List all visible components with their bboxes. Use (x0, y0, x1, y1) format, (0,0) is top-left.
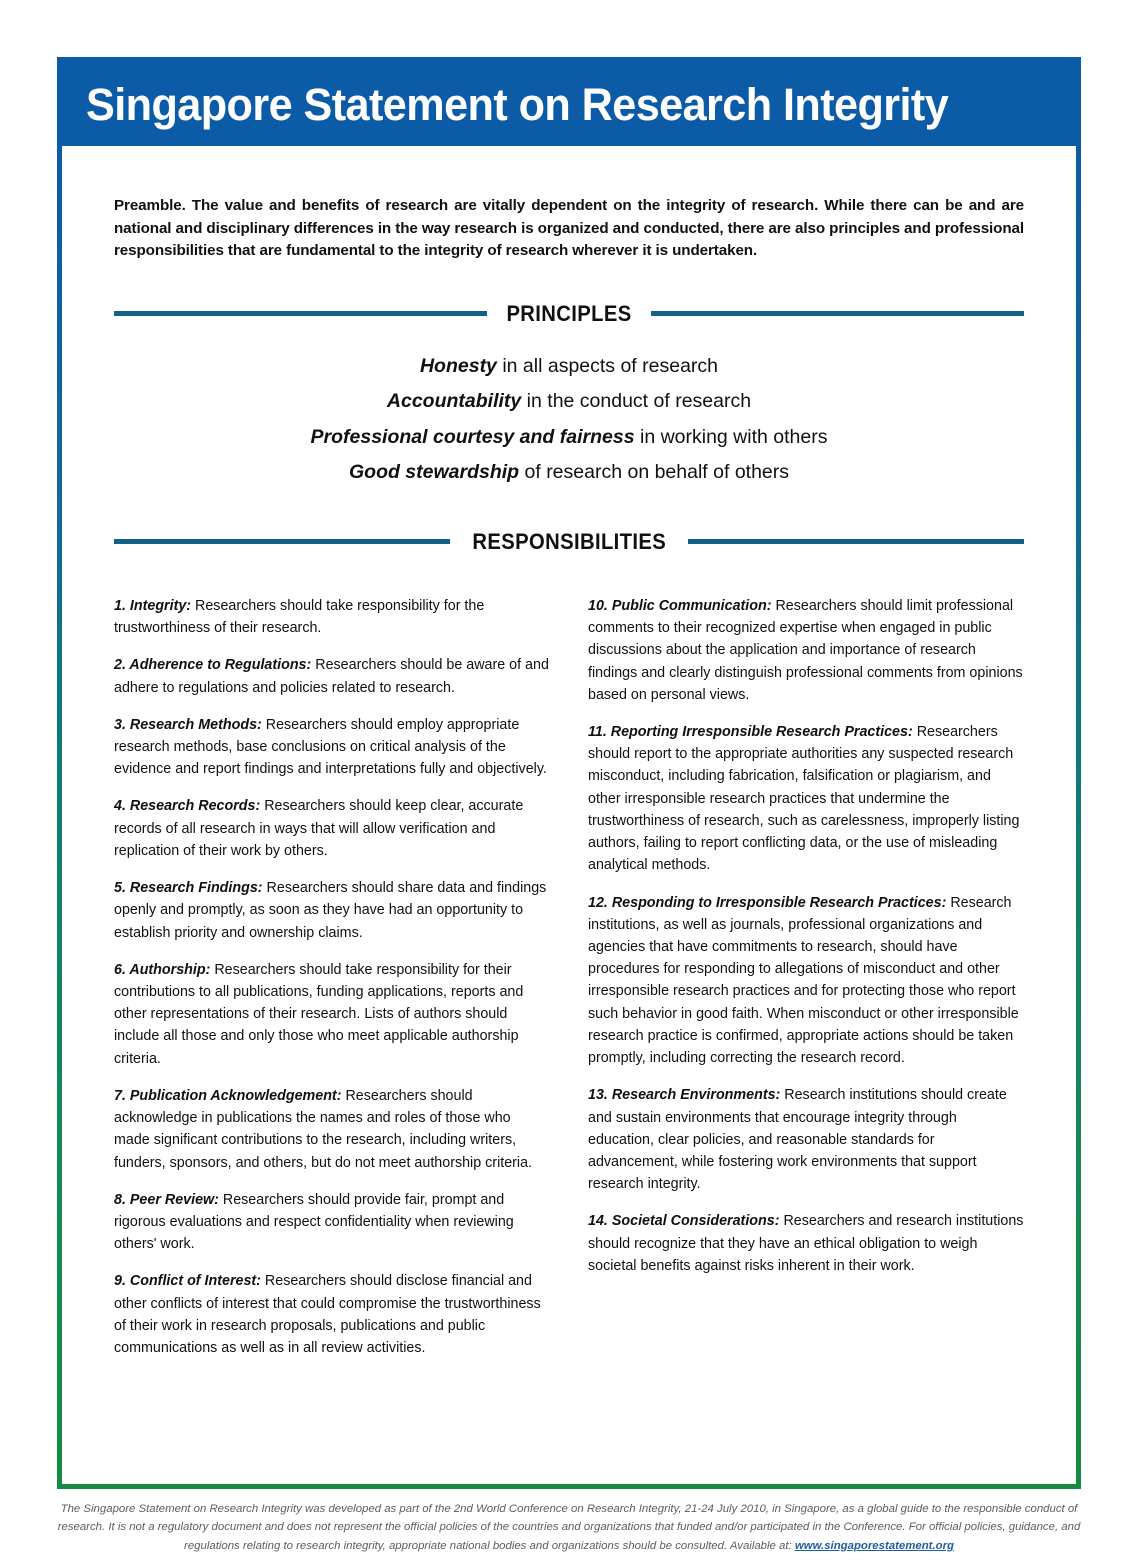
responsibility-body: Researchers should share data and findings openly and promptly, as soon as they have had an opportunity to establish priority and ownership claims. (114, 880, 547, 941)
rule-right (651, 311, 1024, 316)
responsibility-title: 5. Research Findings: (114, 880, 263, 897)
principles-list (114, 349, 1024, 491)
principle-line (114, 420, 1024, 455)
responsibilities-right-column (588, 581, 1024, 1292)
responsibility-item (114, 714, 550, 781)
principle-description: in the conduct of research (521, 390, 752, 413)
title-banner (62, 62, 1076, 146)
principle-term: Honesty (419, 354, 497, 377)
rule-left (114, 311, 487, 316)
principle-line (114, 455, 1024, 490)
responsibility-item (114, 795, 550, 862)
footer-disclaimer (57, 1500, 1081, 1555)
responsibility-body: Researchers should take responsibility for their contributions to all publications, funding applications, reports and other representations of their research. Lists of authors should include all those and only those who meet applicable authorship criteria. (114, 961, 524, 1067)
responsibilities-heading: RESPONSIBILITIES (472, 528, 666, 554)
responsibility-body: Researchers should take responsibility for the trustworthiness of their research. (114, 597, 485, 637)
responsibility-title: 3. Research Methods: (114, 716, 262, 733)
responsibility-item (588, 1210, 1024, 1277)
responsibility-item (588, 595, 1024, 706)
responsibility-item (588, 1084, 1024, 1195)
principle-description: of research on behalf of others (519, 461, 790, 484)
responsibility-title: 12. Responding to Irresponsible Research Practices: (588, 894, 947, 911)
rule-right (688, 539, 1024, 544)
responsibility-body: Researchers should disclose financial and other conflicts of interest that could compromise the trustworthiness of their work in research proposals, publications and public communications as well as in all review activities. (114, 1273, 541, 1357)
responsibility-body: Researchers should keep clear, accurate records of all research in ways that will allow verification and replication of their work by others. (114, 798, 524, 859)
responsibility-body: Research institutions should create and sustain environments that encourage integrity through education, clear policies, and reasonable standards for advancement, while fostering work environments that support research integrity. (588, 1087, 1007, 1193)
responsibility-body: Research institutions, as well as journals, professional organizations and agencies that have commitments to research, should have procedures for responding to allegations of misconduct and other irresponsible research practices and for protecting those who report such behavior in good faith. When misconduct or other irresponsible research practice is confirmed, appropriate actions should be taken promptly, including correcting the research record. (588, 894, 1019, 1067)
responsibility-title: 7. Publication Acknowledgement: (114, 1087, 342, 1104)
responsibility-item (114, 595, 550, 639)
responsibility-item (114, 1189, 550, 1256)
responsibility-title: 6. Authorship: (114, 961, 211, 978)
principle-line (114, 384, 1024, 419)
responsibility-title: 2. Adherence to Regulations: (114, 657, 312, 674)
responsibility-title: 11. Reporting Irresponsible Research Practices: (588, 724, 913, 741)
responsibilities-columns (114, 581, 1024, 1375)
principle-description: in working with others (634, 425, 828, 448)
responsibility-title: 10. Public Communication: (588, 597, 772, 614)
responsibility-item (588, 892, 1024, 1070)
responsibility-title: 8. Peer Review: (114, 1191, 219, 1208)
responsibility-body: Researchers should acknowledge in publications the names and roles of those who made significant contributions to the research, including writers, funders, sponsors, and others, but do not meet authorship criteria. (114, 1087, 533, 1171)
responsibility-body: Researchers should employ appropriate research methods, base conclusions on critical analysis of the evidence and report findings and interpretations fully and objectively. (114, 716, 547, 778)
responsibility-body: Researchers should report to the appropriate authorities any suspected research misconduct, including fabrication, falsification or plagiarism, and other irresponsible research practices that undermine the trustworthiness of research, such as carelessness, improperly listing authors, failing to report conflicting data, or the use of misleading analytical methods. (588, 724, 1020, 874)
poster-inner (62, 62, 1076, 1484)
responsibility-item (114, 959, 550, 1070)
principle-term: Good stewardship (348, 461, 520, 484)
principle-term: Accountability (386, 390, 522, 413)
responsibility-title: 4. Research Records: (114, 798, 261, 815)
responsibility-item (114, 1270, 550, 1359)
principles-heading: PRINCIPLES (506, 300, 632, 326)
principle-line (114, 349, 1024, 384)
responsibility-title: 1. Integrity: (114, 597, 192, 614)
responsibilities-left-column (114, 581, 550, 1375)
responsibility-item (114, 654, 550, 698)
responsibility-title: 14. Societal Considerations: (588, 1213, 780, 1230)
poster-content (62, 146, 1076, 1374)
responsibility-body: Researchers should limit professional comments to their recognized expertise when engaged in public discussions about the application and importance of research findings and clearly distinguish professional comments from opinions based on personal views. (588, 597, 1023, 703)
responsibility-title: 13. Research Environments: (588, 1087, 781, 1104)
responsibility-body: Researchers should be aware of and adhere to regulations and policies related to research. (114, 657, 549, 696)
principle-term: Professional courtesy and fairness (310, 425, 635, 448)
responsibilities-section-header (114, 529, 1024, 555)
responsibility-body: Researchers should provide fair, prompt and rigorous evaluations and respect confidentiality when reviewing others' work. (114, 1191, 514, 1253)
poster-frame (57, 57, 1081, 1489)
singapore-statement-link[interactable]: www.singaporestatement.org (794, 1539, 954, 1552)
responsibility-item (588, 721, 1024, 877)
principle-description: in all aspects of research (496, 354, 719, 377)
footer-text: The Singapore Statement on Research Integrity was developed as part of the 2nd World Conference on Research Integrity, 21-24 July 2010, in Singapore, as a global guide to the responsible conduct of research. It is not a regulatory document and does not represent the official policies of the countries and organizations that funded and/or participated in the Conference. For official policies, guidance, and regulations relating to research integrity, appropriate national bodies and organizations should be consulted. Available at: (57, 1503, 1081, 1552)
responsibility-body: Researchers and research institutions should recognize that they have an ethical obligation to weigh societal benefits against risks inherent in their work. (588, 1213, 1024, 1274)
preamble-paragraph: Preamble. The value and benefits of research are vitally dependent on the integrity of research. While there can be and are national and disciplinary differences in the way research is organized and conducted, there are also principles and professional responsibilities that are fundamental to the integrity of research wherever it is undertaken. (114, 197, 1024, 260)
page-title: Singapore Statement on Research Integrity (86, 78, 949, 130)
responsibility-item (114, 1085, 550, 1174)
rule-left (114, 539, 450, 544)
responsibility-item (114, 877, 550, 944)
principles-section-header (114, 301, 1024, 327)
responsibility-title: 9. Conflict of Interest: (114, 1273, 261, 1290)
